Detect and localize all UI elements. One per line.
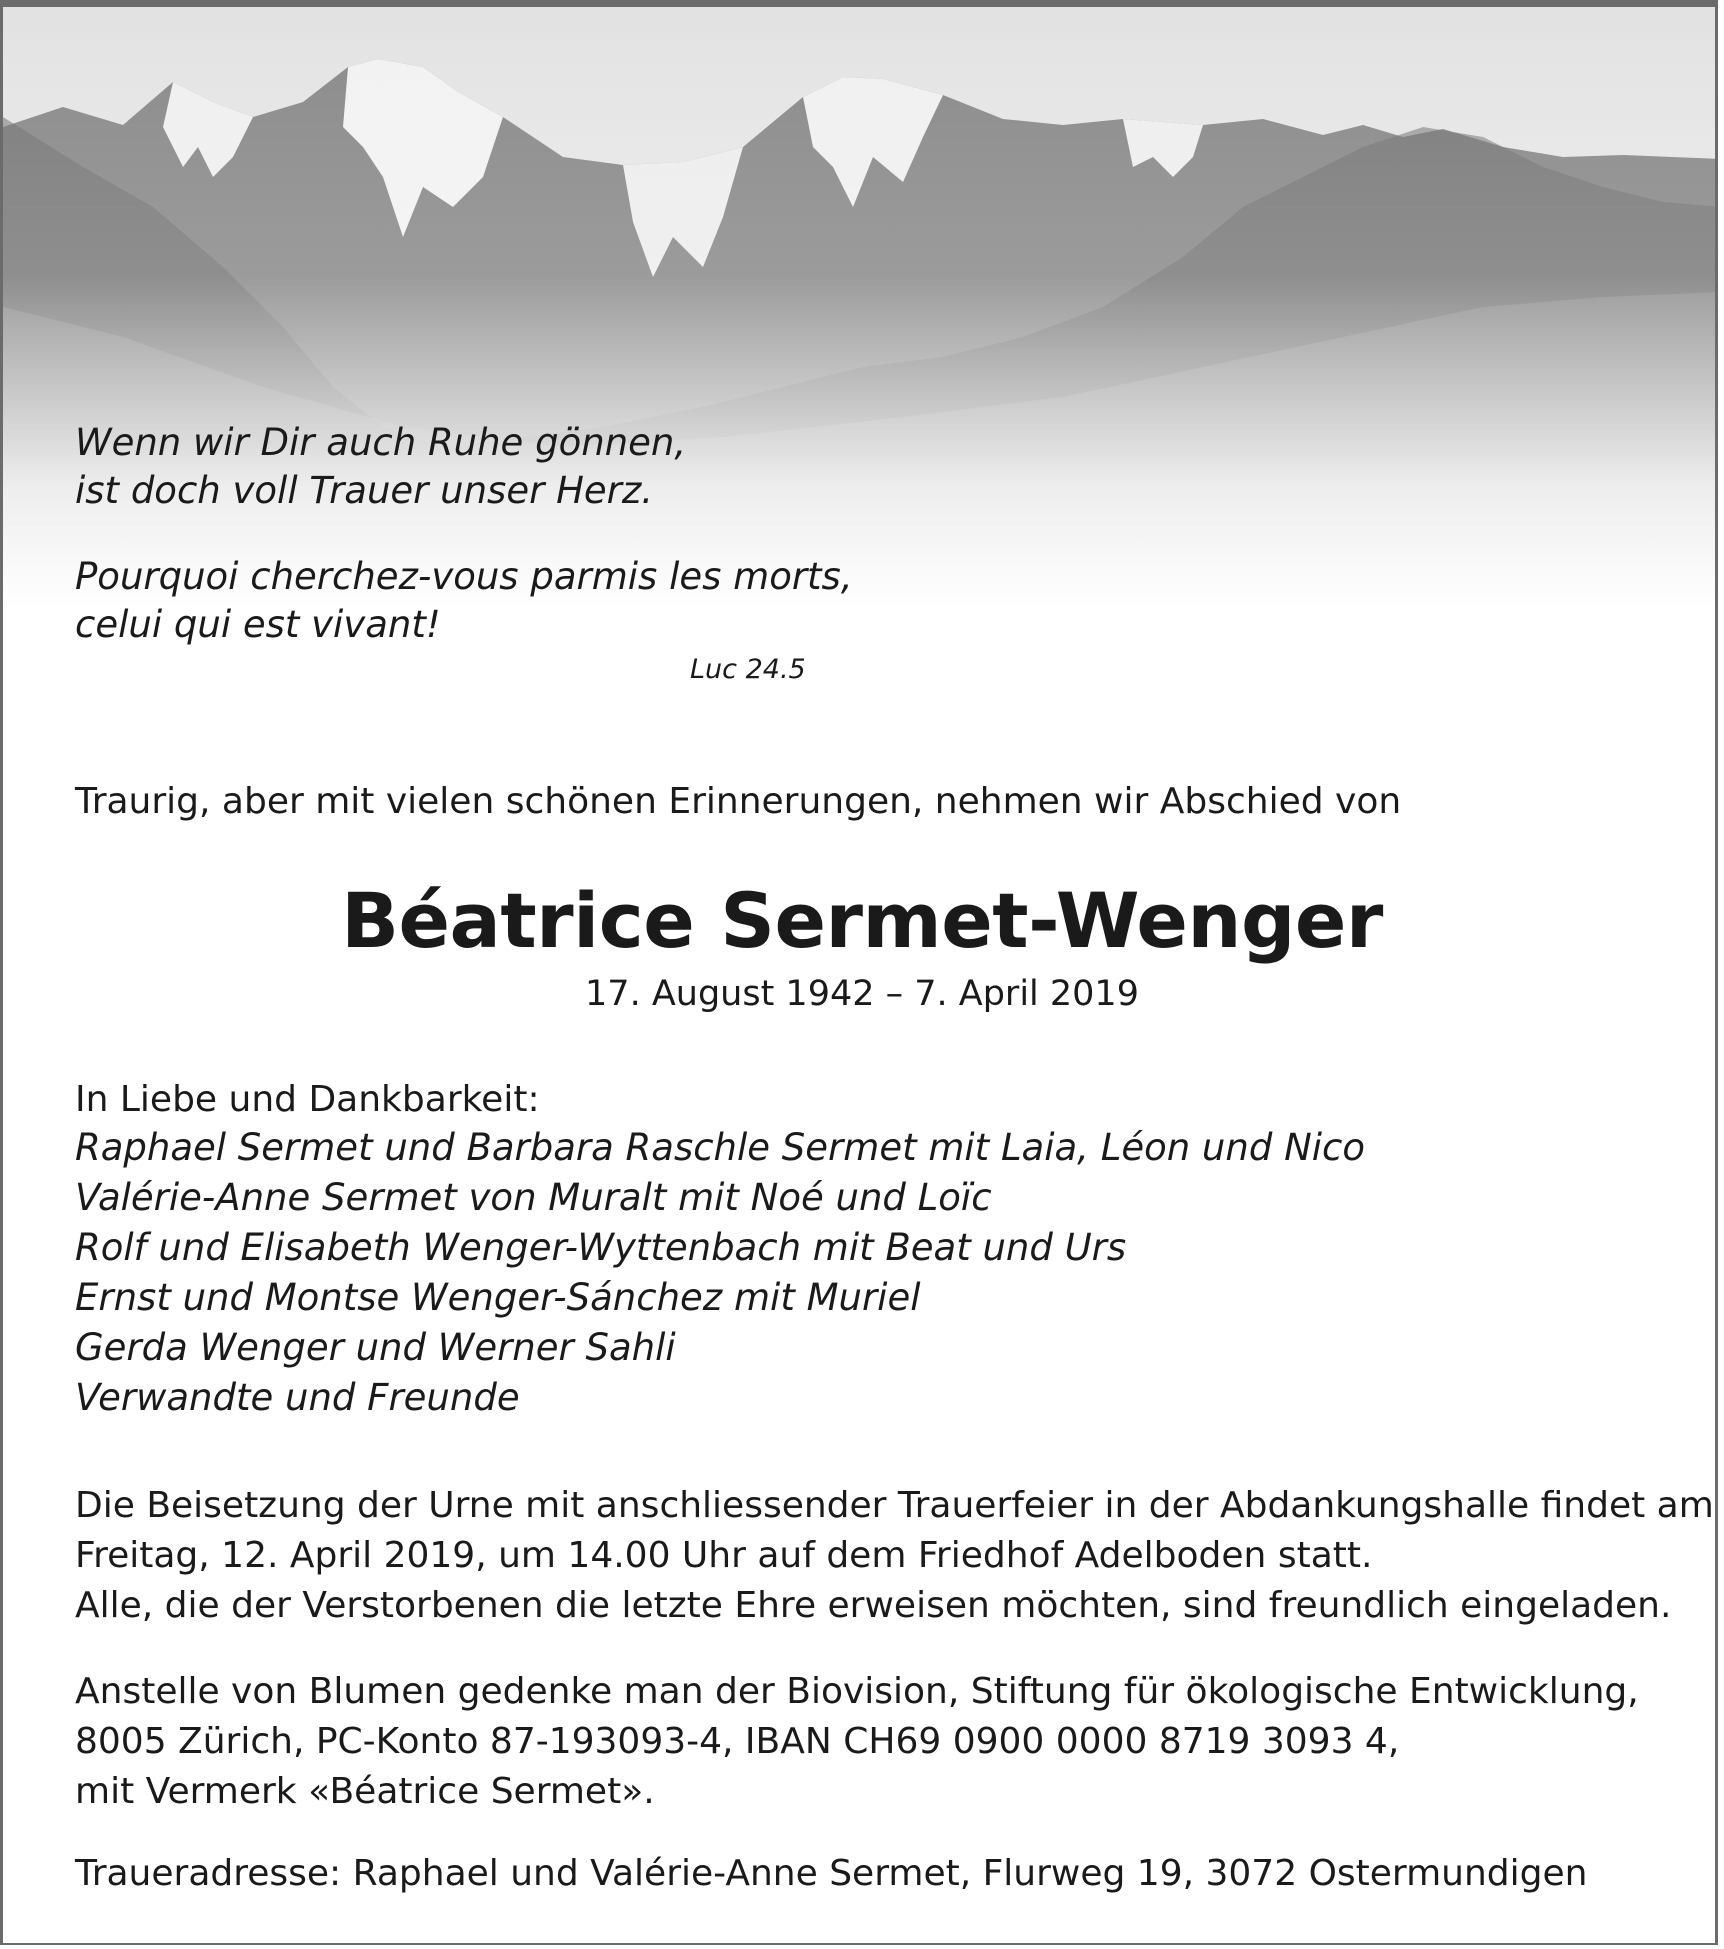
mourner-line: Verwandte und Freunde: [75, 1376, 520, 1419]
donation-line-3: mit Vermerk «Béatrice Sermet».: [75, 1771, 655, 1812]
life-dates: 17. August 1942 – 7. April 2019: [585, 974, 1139, 1014]
verse-reference: Luc 24.5: [690, 654, 806, 685]
mourner-line: Raphael Sermet und Barbara Raschle Sermet mit Laia, Léon und Nico: [75, 1126, 1366, 1169]
mourner-line: Rolf und Elisabeth Wenger-Wyttenbach mit Beat und Urs: [75, 1226, 1127, 1269]
burial-line-2: Freitag, 12. April 2019, um 14.00 Uhr auf dem Friedhof Adelboden statt.: [75, 1535, 1373, 1576]
burial-announcement: [75, 1481, 1714, 1631]
german-verse: [75, 419, 686, 515]
mourner-line: Gerda Wenger und Werner Sahli: [75, 1326, 676, 1369]
mourner-line: Valérie-Anne Sermet von Muralt mit Noé und Loïc: [75, 1176, 992, 1219]
mourner-line: Ernst und Montse Wenger-Sánchez mit Muriel: [75, 1276, 921, 1319]
deceased-name: Béatrice Sermet-Wenger: [341, 876, 1383, 965]
french-verse-line-1: Pourquoi cherchez-vous parmis les morts,: [75, 555, 853, 598]
donation-line-1: Anstelle von Blumen gedenke man der Biovision, Stiftung für ökologische Entwicklung,: [75, 1671, 1639, 1712]
german-verse-line-2: ist doch voll Trauer unser Herz.: [75, 469, 654, 512]
burial-line-3: Alle, die der Verstorbenen die letzte Ehre erweisen möchten, sind freundlich eingeladen.: [75, 1585, 1672, 1626]
mourners-list: [75, 1123, 1365, 1423]
mourning-address: Traueradresse: Raphael und Valérie-Anne Sermet, Flurweg 19, 3072 Ostermundigen: [75, 1853, 1588, 1894]
french-verse-line-2: celui qui est vivant!: [75, 603, 441, 646]
farewell-intro: Traurig, aber mit vielen schönen Erinnerungen, nehmen wir Abschied von: [75, 781, 1402, 822]
burial-line-1: Die Beisetzung der Urne mit anschliessender Trauerfeier in der Abdankungshalle findet am: [75, 1485, 1714, 1526]
french-verse: [75, 553, 853, 649]
mourners-heading: In Liebe und Dankbarkeit:: [75, 1079, 540, 1120]
mountain-landscape-image: [3, 7, 1718, 607]
donation-request: [75, 1667, 1665, 1817]
german-verse-line-1: Wenn wir Dir auch Ruhe gönnen,: [75, 421, 687, 464]
donation-line-2: 8005 Zürich, PC-Konto 87-193093-4, IBAN CH69 0900 0000 8719 3093 4,: [75, 1721, 1400, 1762]
